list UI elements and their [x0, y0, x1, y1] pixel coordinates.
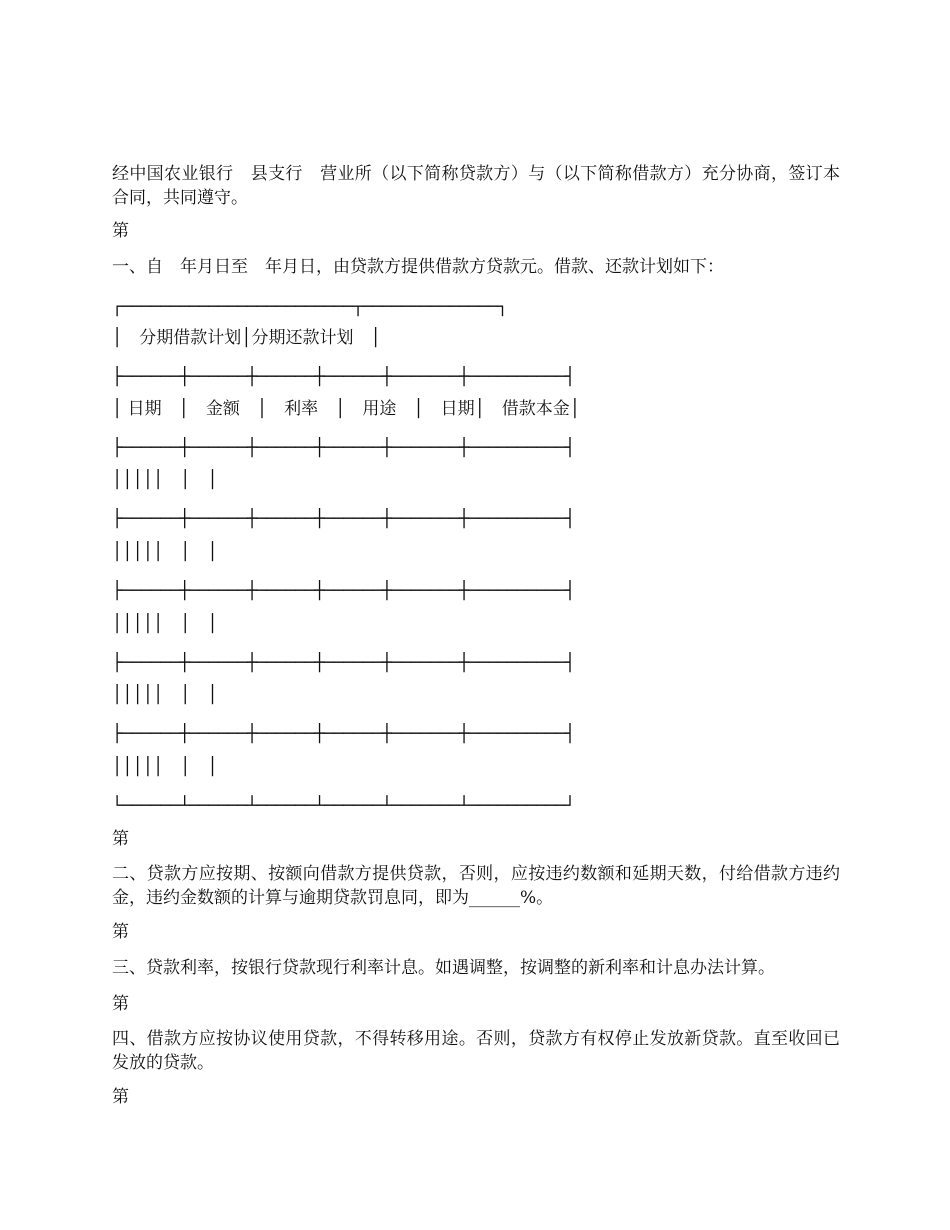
table-row: │││││ │ │ [112, 614, 218, 634]
table-row: │││││ │ │ [112, 470, 218, 490]
table-separator: ├──────┼──────┼──────┼──────┼───────┼──────────┤ [112, 509, 575, 529]
section-heading-2: 第 [112, 829, 129, 849]
article-3: 三、贷款利率，按银行贷款现行利率计息。如遇调整，按调整的新利率和计息办法计算。 [112, 958, 775, 978]
table-bottom-border: └──────┴──────┴──────┴──────┴───────┴──────────┘ [112, 796, 575, 816]
article-2: 二、贷款方应按期、按额向借款方提供贷款，否则，应按违约数额和延期天数，付给借款方违约金，违约金数额的计算与逾期贷款罚息同，即为______%。 [112, 864, 840, 908]
table-header-row-2: │ 日期 │ 金额 │ 利率 │ 用途 │ 日期│ 借款本金│ [112, 399, 581, 419]
table-row: │││││ │ │ [112, 685, 218, 705]
table-separator: ├──────┼──────┼──────┼──────┼───────┼──────────┤ [112, 367, 575, 387]
article-1: 一、自 年月日至 年月日，由贷款方提供借款方贷款元。借款、还款计划如下： [112, 257, 724, 277]
table-row: │││││ │ │ [112, 542, 218, 562]
section-heading-4: 第 [112, 994, 129, 1014]
intro-paragraph: 经中国农业银行 县支行 营业所（以下简称贷款方）与（以下简称借款方）充分协商，签订本合同，共同遵守。 [112, 164, 840, 208]
table-separator: ├──────┼──────┼──────┼──────┼───────┼──────────┤ [112, 653, 575, 673]
article-4: 四、借款方应按协议使用贷款，不得转移用途。否则，贷款方有权停止发放新贷款。直至收回已发放的贷款。 [112, 1029, 840, 1073]
table-header-row-1: │ 分期借款计划│分期还款计划 │ [112, 328, 381, 348]
table-separator: ├──────┼──────┼──────┼──────┼───────┼──────────┤ [112, 438, 575, 458]
section-heading-1: 第 [112, 221, 129, 241]
table-row: │││││ │ │ [112, 757, 218, 777]
table-separator: ├──────┼──────┼──────┼──────┼───────┼──────────┤ [112, 581, 575, 601]
table-separator: ├──────┼──────┼──────┼──────┼───────┼──────────┤ [112, 724, 575, 744]
section-heading-3: 第 [112, 922, 129, 942]
section-heading-5: 第 [112, 1087, 129, 1107]
table-top-border: ┌────────────────────────┬──────────────┐ [112, 297, 508, 317]
